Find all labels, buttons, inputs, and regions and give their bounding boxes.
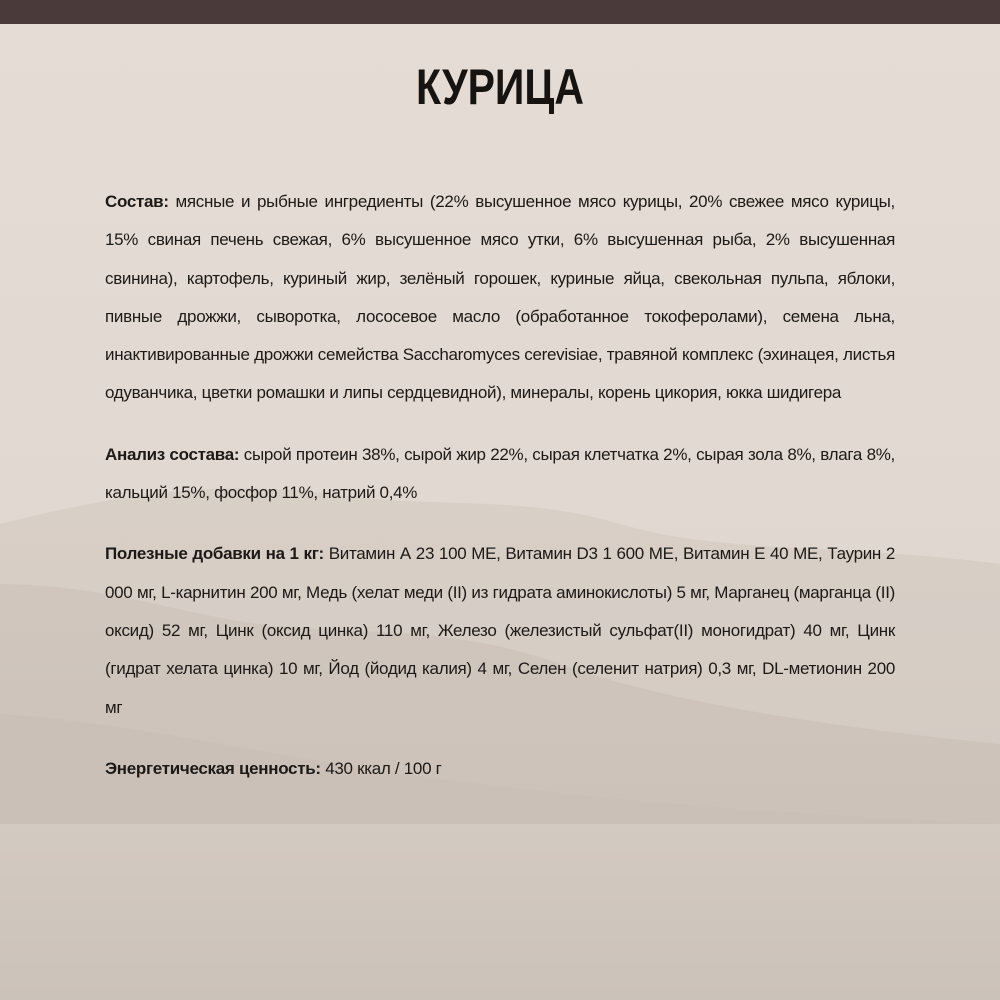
composition-section — [105, 183, 895, 413]
energy-section — [105, 750, 895, 788]
section-text: Витамин А 23 100 МЕ, Витамин D3 1 600 МЕ, Витамин Е 40 МЕ, Таурин 2 000 мг, L-карнитин 200 мг, Медь (хелат меди (II) из гидрата аминокислоты) 5 мг, Марганец (марганца (II) оксид) 52 мг, Цинк (оксид цинка) 110 мг, Железо (железистый сульфат(II) моногидрат) 40 мг, Цинк (гидрат хелата цинка) 10 мг, Йод (йодид калия) 4 мг, Селен (селенит натрия) 0,3 мг, DL-метионин 200 мг — [105, 544, 895, 717]
page-title: КУРИЦА — [416, 59, 584, 115]
composition-content — [105, 183, 895, 811]
section-label: Энергетическая ценность: — [105, 758, 321, 778]
section-label: Состав: — [105, 192, 169, 211]
section-text: 430 ккал / 100 г — [325, 758, 442, 778]
section-label: Анализ состава: — [105, 444, 240, 464]
analysis-section — [105, 436, 895, 513]
additives-section — [105, 535, 895, 726]
top-bar — [0, 0, 1000, 24]
section-text: мясные и рыбные ингредиенты (22% высушенное мясо курицы, 20% свежее мясо курицы, 15% свиная печень свежая, 6% высушенное мясо утки, 6% высушенная рыба, 2% высушенная свинина), картофель, куриный жир, зелёный горошек, куриные яйца, свекольная пульпа, яблоки, пивные дрожжи, сыворотка, лососевое масло (обработанное токоферолами), семена льна, инактивированные дрожжи семейства Saccharomyces cerevisiae, травяной комплекс (эхинацея, листья одуванчика, цветки ромашки и липы сердцевидной), минералы, корень цикория, юкка шидигера — [105, 192, 895, 403]
section-text: сырой протеин 38%, сырой жир 22%, сырая клетчатка 2%, сырая зола 8%, влага 8%, кальций 15%, фосфор 11%, натрий 0,4% — [105, 444, 895, 503]
section-label: Полезные добавки на 1 кг: — [105, 544, 324, 564]
